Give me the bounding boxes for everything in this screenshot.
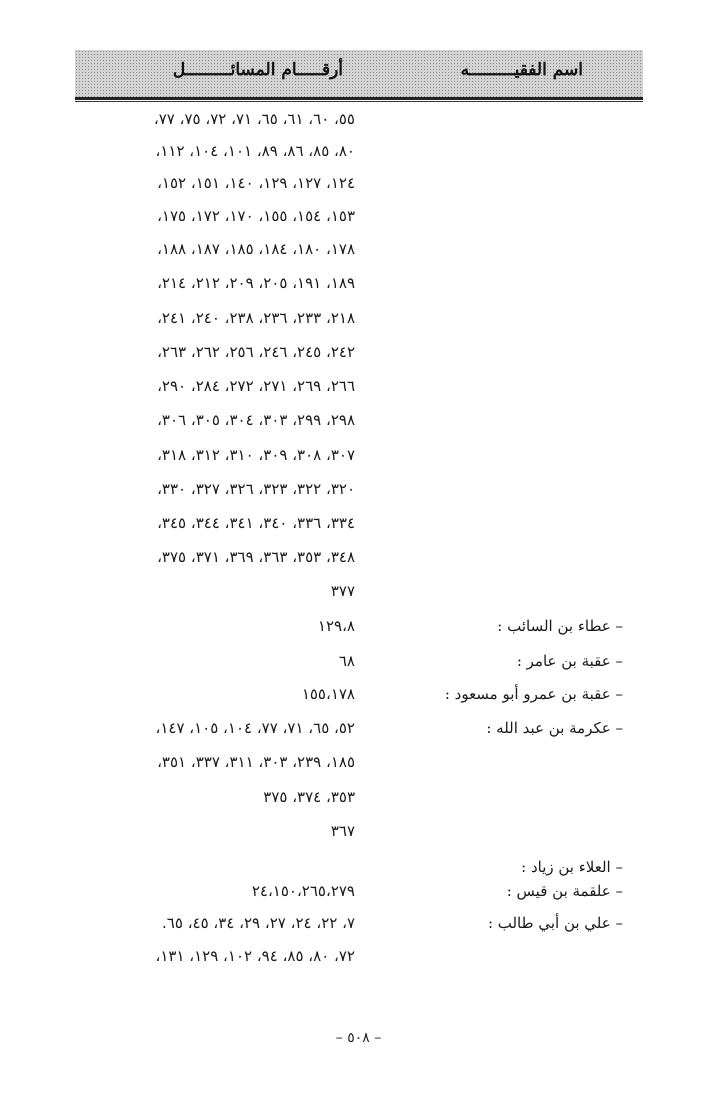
table-row xyxy=(75,108,643,136)
table-row xyxy=(75,615,643,643)
table-row xyxy=(75,912,643,940)
issue-numbers: ٨٠، ٨٥، ٨٦، ٨٩، ١٠١، ١٠٤، ١١٢، xyxy=(155,142,355,160)
table-row xyxy=(75,820,643,848)
issue-numbers: ١٥٥،١٧٨ xyxy=(301,685,355,703)
issue-numbers: ٧، ٢٢، ٢٤، ٢٧، ٢٩، ٣٤، ٤٥، ٦٥. xyxy=(162,914,355,932)
issue-numbers: ٧٢، ٨٠، ٨٥، ٩٤، ١٠٢، ١٢٩، ١٣١، xyxy=(155,947,355,965)
table-header xyxy=(75,50,643,100)
table-row xyxy=(75,272,643,300)
jurist-name: – علي بن أبي طالب : xyxy=(487,914,623,932)
issue-numbers: ٢١٨، ٢٣٣، ٢٣٦، ٢٣٨، ٢٤٠، ٢٤١، xyxy=(157,309,355,327)
table-row xyxy=(75,945,643,973)
issue-numbers: ٦٨ xyxy=(338,652,355,670)
table-row xyxy=(75,683,643,711)
table-row xyxy=(75,238,643,266)
issue-numbers: ٣٠٧، ٣٠٨، ٣٠٩، ٣١٠، ٣١٢، ٣١٨، xyxy=(157,446,355,464)
issue-numbers: ٢٤٢، ٢٤٥، ٢٤٦، ٢٥٦، ٢٦٢، ٢٦٣، xyxy=(157,343,355,361)
issue-numbers: ٣٦٧ xyxy=(330,822,355,840)
table-row xyxy=(75,717,643,745)
issue-numbers: ٢٩٨، ٢٩٩، ٣٠٣، ٣٠٤، ٣٠٥، ٣٠٦، xyxy=(157,411,355,429)
table-row xyxy=(75,205,643,233)
table-row xyxy=(75,307,643,335)
header-issue-numbers: أرقـــــام المسائـــــــــل xyxy=(172,60,343,80)
issue-numbers: ٣٧٧ xyxy=(330,582,355,600)
issue-numbers: ١٢٩،٨ xyxy=(317,617,355,635)
table-row xyxy=(75,751,643,779)
issue-numbers: ١٥٣، ١٥٤، ١٥٥، ١٧٠، ١٧٢، ١٧٥، xyxy=(157,207,355,225)
table-row xyxy=(75,512,643,540)
issue-numbers: ٣٤٨، ٣٥٣، ٣٦٣، ٣٦٩، ٣٧١، ٣٧٥، xyxy=(157,548,355,566)
table-row xyxy=(75,880,643,908)
page-number: – ٥٠٨ – xyxy=(335,1030,382,1046)
issue-numbers: ٢٦٦، ٢٦٩، ٢٧١، ٢٧٢، ٢٨٤، ٢٩٠، xyxy=(157,377,355,395)
table-row xyxy=(75,172,643,200)
jurist-name: – العلاء بن زياد : xyxy=(521,858,623,876)
header-jurist-name: اسم الفقيـــــــــه xyxy=(460,60,583,80)
issue-numbers: ٣٣٤، ٣٣٦، ٣٤٠، ٣٤١، ٣٤٤، ٣٤٥، xyxy=(157,514,355,532)
table-row xyxy=(75,786,643,814)
jurist-name: – علقمة بن قيس : xyxy=(506,882,623,900)
issue-numbers: ١٨٥، ٢٣٩، ٣٠٣، ٣١١، ٣٣٧، ٣٥١، xyxy=(157,753,355,771)
jurist-name: – عطاء بن السائب : xyxy=(497,617,623,635)
issue-numbers: ١٢٤، ١٢٧، ١٢٩، ١٤٠، ١٥١، ١٥٢، xyxy=(157,174,355,192)
issue-numbers: ٢٤،١٥٠،٢٦٥،٢٧٩ xyxy=(251,882,355,900)
issue-numbers: ٥٢، ٦٥، ٧١، ٧٧، ١٠٤، ١٠٥، ١٤٧، xyxy=(155,719,355,737)
table-row xyxy=(75,444,643,472)
table-row xyxy=(75,375,643,403)
issue-numbers: ١٨٩، ١٩١، ٢٠٥، ٢٠٩، ٢١٢، ٢١٤، xyxy=(157,274,355,292)
jurist-name: – عكرمة بن عبد الله : xyxy=(486,719,623,737)
jurist-name: – عقبة بن عمرو أبو مسعود : xyxy=(444,685,623,703)
issue-numbers: ١٧٨، ١٨٠، ١٨٤، ١٨٥، ١٨٧، ١٨٨، xyxy=(157,240,355,258)
table-row xyxy=(75,546,643,574)
jurist-name: – عقبة بن عامر : xyxy=(516,652,623,670)
header-divider xyxy=(75,101,643,102)
table-row xyxy=(75,478,643,506)
table-row xyxy=(75,580,643,608)
table-row xyxy=(75,341,643,369)
table-row xyxy=(75,650,643,678)
table-row xyxy=(75,140,643,168)
issue-numbers: ٣٢٠، ٣٢٢، ٣٢٣، ٣٢٦، ٣٢٧، ٣٣٠، xyxy=(157,480,355,498)
issue-numbers: ٣٥٣، ٣٧٤، ٣٧٥ xyxy=(263,788,355,806)
table-row xyxy=(75,409,643,437)
issue-numbers: ٥٥، ٦٠، ٦١، ٦٥، ٧١، ٧٢، ٧٥، ٧٧، xyxy=(153,110,355,128)
